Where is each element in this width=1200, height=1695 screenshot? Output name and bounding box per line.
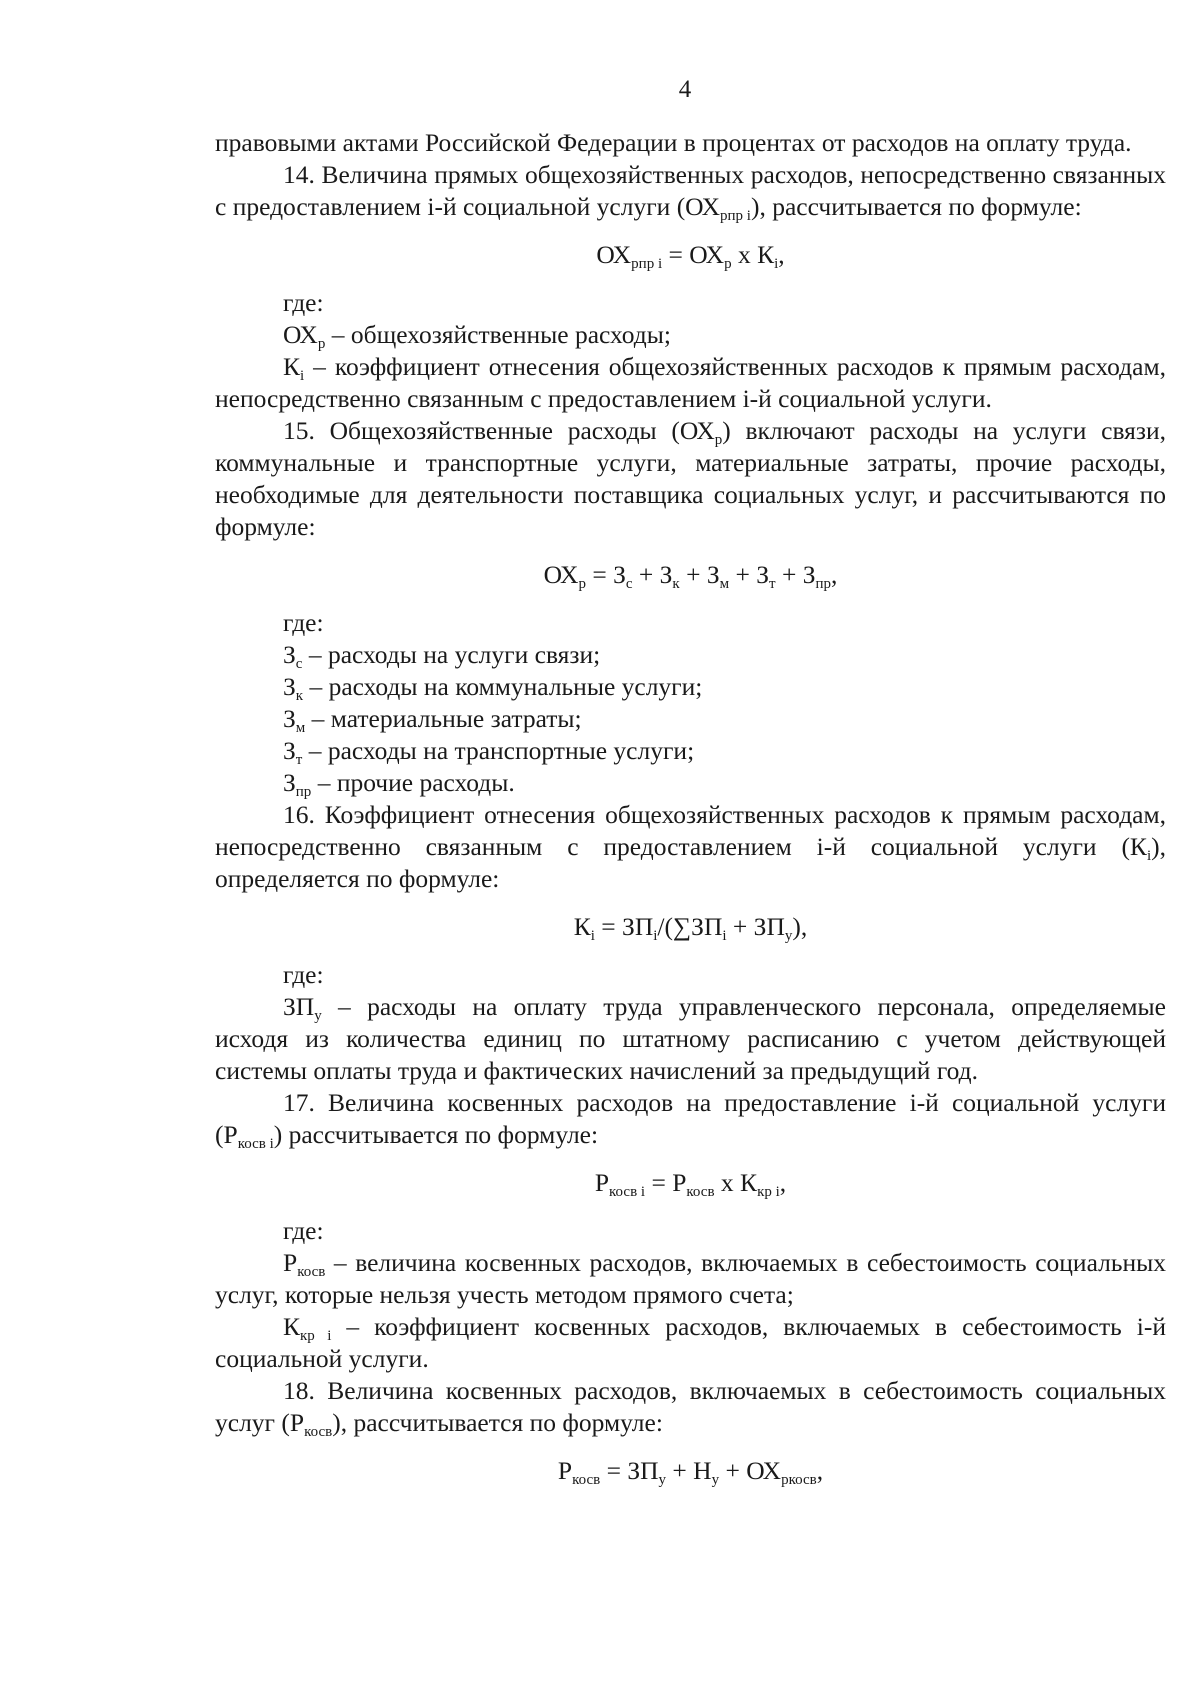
definition-oxr: $ОХ_р$ – общехозяйственные расходы;	[283, 320, 671, 352]
where-label: где:	[283, 608, 324, 637]
definition-zpu: $ЗП_у$ – расходы на оплату труда управленческого персонала, определяемые исходя из количества единиц по штатному расписанию с учетом действующей системы оплаты труда и фактических начислений за предыдущий год.	[215, 992, 1166, 1085]
definition-kkri: $К_{кр i}$ – коэффициент косвенных расходов, включаемых в себестоимость i-й социальной услуги.	[215, 1312, 1166, 1373]
definition-pkosv: $Р_{косв}$ – величина косвенных расходов, включаемых в себестоимость социальных услуг, которые нельзя учесть методом прямого счета;	[215, 1248, 1166, 1309]
definition-zk: $З_к$ – расходы на коммунальные услуги;	[283, 672, 703, 704]
paragraph-16: 16. Коэффициент отнесения общехозяйственных расходов к прямым расходам, непосредственно связанным с предоставлением i-й социальной услуги $(К_i)$, определяется по формуле:	[215, 800, 1166, 893]
formula-oxr: $ОХ_р = З_с + З_к + З_м + З_т + З_{пр}$,	[543, 560, 838, 592]
definition-zt: $З_т$ – расходы на транспортные услуги;	[283, 736, 695, 768]
document-body	[215, 127, 1166, 1487]
paragraph-17: 17. Величина косвенных расходов на предоставление i-й социальной услуги $(Р_{косв i})$ рассчитывается по формуле:	[215, 1088, 1166, 1152]
paragraph-14: 14. Величина прямых общехозяйственных расходов, непосредственно связанных с предоставлением i-й социальной услуги $(ОХ_{рпр i})$, рассчитывается по формуле:	[215, 160, 1166, 224]
formula-pkosvi: $Р_{косв i} = Р_{косв}$ х $К_{кр i}$,	[594, 1168, 787, 1200]
paragraph-continuation: правовыми актами Российской Федерации в процентах от расходов на оплату труда.	[215, 128, 1132, 157]
definition-zc: $З_с$ – расходы на услуги связи;	[283, 640, 601, 672]
paragraph-15: 15. Общехозяйственные расходы $(ОХ_р)$ включают расходы на услуги связи, коммунальные и транспортные услуги, материальные затраты, прочие расходы, необходимые для деятельности поставщика социальных услуг, и рассчитываются по формуле:	[215, 416, 1166, 541]
definition-zm: $З_м$ – материальные затраты;	[283, 704, 582, 736]
where-label: где:	[283, 1216, 324, 1245]
page-number: 4	[678, 76, 692, 103]
formula-pkosv: $Р_{косв} = ЗП_у + Н_у + ОХ_{ркосв}$,	[557, 1456, 824, 1488]
where-label: где:	[283, 288, 324, 317]
definition-zpr: $З_{пр}$ – прочие расходы.	[283, 768, 515, 800]
formula-ki: $К_i = ЗП_i/(\sum ЗП_i + ЗП_у)$,	[573, 912, 808, 944]
definition-ki: $К_i$ – коэффициент отнесения общехозяйственных расходов к прямым расходам, непосредственно связанным с предоставлением i-й социальной услуги.	[215, 352, 1166, 413]
where-label: где:	[283, 960, 324, 989]
paragraph-18: 18. Величина косвенных расходов, включаемых в себестоимость социальных услуг $(Р_{косв})$, рассчитывается по формуле:	[215, 1376, 1166, 1440]
formula-oxrpr: $ОХ_{рпр i} = ОХ_р$ х $К_i$,	[596, 240, 785, 272]
